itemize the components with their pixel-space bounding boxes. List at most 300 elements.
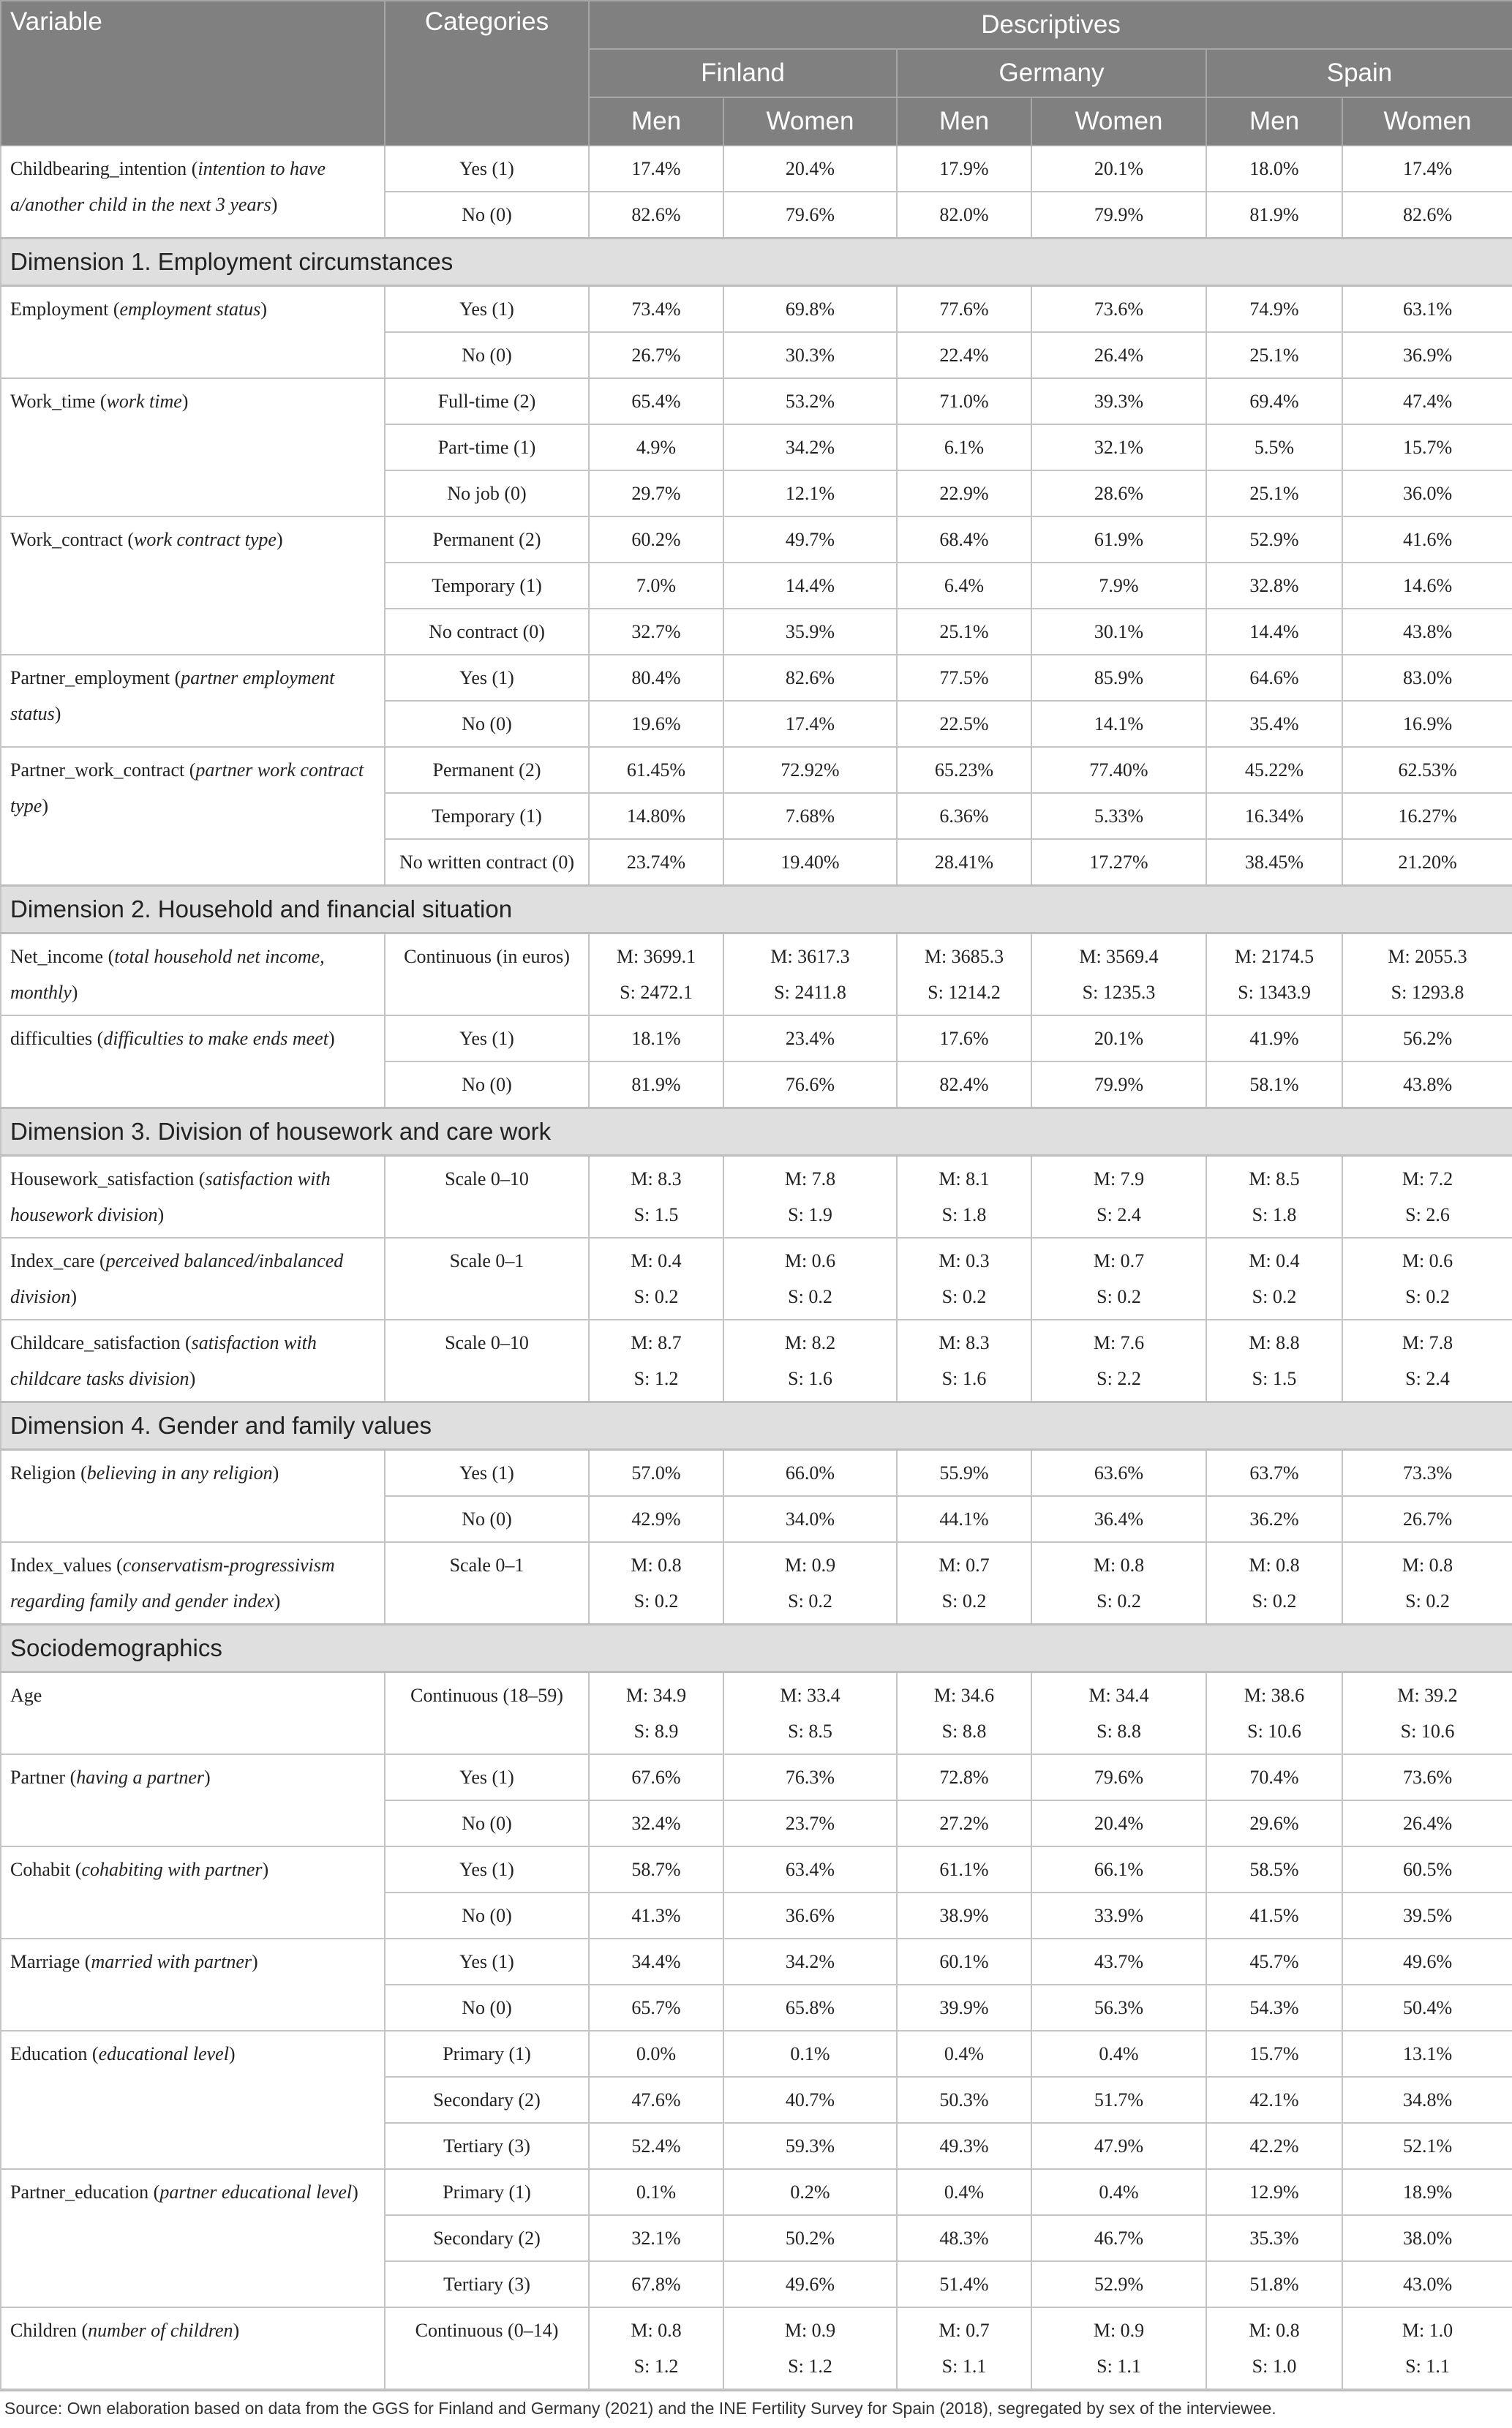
value-cell: M: 3617.3 S: 2411.8 <box>723 933 897 1016</box>
value-cell: 34.2% <box>723 424 897 470</box>
value-cell: 73.4% <box>589 286 723 333</box>
value-cell: 58.1% <box>1206 1061 1342 1108</box>
value-cell: 65.8% <box>723 1985 897 2031</box>
value-cell: 85.9% <box>1031 655 1206 701</box>
value-cell: 66.0% <box>723 1450 897 1497</box>
table-body <box>1 146 1512 2389</box>
variable-cell <box>1 1672 385 1755</box>
value-cell: M: 2055.3 S: 1293.8 <box>1342 933 1512 1016</box>
variable-cell: difficulties (difficulties to make ends meet) <box>1 1015 385 1108</box>
table-row <box>1 1672 1512 1755</box>
value-cell: 34.2% <box>723 1939 897 1985</box>
value-cell: M: 8.3 S: 1.6 <box>897 1320 1031 1402</box>
value-cell: 0.4% <box>897 2169 1031 2215</box>
category-cell: No (0) <box>385 1061 589 1108</box>
table-footnote: Source: Own elaboration based on data from the GGS for Finland and Germany (2021) and the INE Fertility Survey for Spain (2018), segregated by sex of the interviewee. <box>0 2390 1512 2426</box>
value-cell: M: 0.4 S: 0.2 <box>589 1238 723 1320</box>
header-country-germany: Germany <box>897 49 1206 97</box>
table-row <box>1 516 1512 563</box>
value-cell: 25.1% <box>1206 470 1342 516</box>
value-cell: 36.0% <box>1342 470 1512 516</box>
value-cell: 36.6% <box>723 1893 897 1939</box>
header-country-finland: Finland <box>589 49 897 97</box>
variable-description: satisfaction with housework division <box>10 1168 331 1225</box>
value-cell: 34.4% <box>589 1939 723 1985</box>
value-cell: M: 3699.1 S: 2472.1 <box>589 933 723 1016</box>
variable-name: Partner_employment <box>10 667 170 688</box>
category-cell: No written contract (0) <box>385 839 589 886</box>
value-cell: 49.7% <box>723 516 897 563</box>
value-cell: 65.7% <box>589 1985 723 2031</box>
value-cell: 67.8% <box>589 2261 723 2307</box>
value-cell: 12.1% <box>723 470 897 516</box>
value-cell: 45.22% <box>1206 747 1342 793</box>
value-cell: M: 1.0 S: 1.1 <box>1342 2307 1512 2389</box>
table-row <box>1 1939 1512 1985</box>
variable-description: conservatism-progressivism regarding family and gender index <box>10 1555 335 1612</box>
value-cell: 74.9% <box>1206 286 1342 333</box>
value-cell: 38.0% <box>1342 2215 1512 2261</box>
value-cell: 32.8% <box>1206 563 1342 609</box>
value-cell: 22.5% <box>897 701 1031 747</box>
table-row <box>1 1542 1512 1625</box>
variable-cell: Childcare_satisfaction (satisfaction with childcare tasks division) <box>1 1320 385 1402</box>
value-cell: 82.6% <box>1342 192 1512 238</box>
category-cell: Yes (1) <box>385 1939 589 1985</box>
value-cell: 25.1% <box>897 609 1031 655</box>
value-cell: 14.4% <box>723 563 897 609</box>
value-cell: 36.2% <box>1206 1496 1342 1542</box>
category-cell: Secondary (2) <box>385 2215 589 2261</box>
value-cell: 35.9% <box>723 609 897 655</box>
section-title: Sociodemographics <box>1 1625 1512 1672</box>
category-cell: Continuous (in euros) <box>385 933 589 1016</box>
value-cell: 66.1% <box>1031 1846 1206 1893</box>
value-cell: 14.1% <box>1031 701 1206 747</box>
variable-cell: Childbearing_intention (intention to have a/another child in the next 3 years) <box>1 146 385 238</box>
value-cell: 63.1% <box>1342 286 1512 333</box>
value-cell: 57.0% <box>589 1450 723 1497</box>
category-cell: Part-time (1) <box>385 424 589 470</box>
section-header-row <box>1 886 1512 933</box>
table-row <box>1 146 1512 192</box>
variable-cell: Partner_work_contract (partner work contract type) <box>1 747 385 886</box>
value-cell: 18.0% <box>1206 146 1342 192</box>
value-cell: 33.9% <box>1031 1893 1206 1939</box>
category-cell: No (0) <box>385 1893 589 1939</box>
value-cell: 69.4% <box>1206 378 1342 424</box>
value-cell: 73.3% <box>1342 1450 1512 1497</box>
value-cell: 17.6% <box>897 1015 1031 1061</box>
value-cell: 58.7% <box>589 1846 723 1893</box>
value-cell: 32.1% <box>589 2215 723 2261</box>
category-cell: No contract (0) <box>385 609 589 655</box>
value-cell: 0.1% <box>723 2031 897 2077</box>
value-cell: 42.1% <box>1206 2077 1342 2123</box>
value-cell: 77.6% <box>897 286 1031 333</box>
value-cell: 16.34% <box>1206 793 1342 839</box>
value-cell: 29.7% <box>589 470 723 516</box>
value-cell: 77.40% <box>1031 747 1206 793</box>
variable-name: Work_time <box>10 391 96 412</box>
value-cell: 82.6% <box>589 192 723 238</box>
value-cell: 13.1% <box>1342 2031 1512 2077</box>
value-cell: 30.1% <box>1031 609 1206 655</box>
variable-cell: Marriage (married with partner) <box>1 1939 385 2031</box>
value-cell: M: 0.8 S: 0.2 <box>1206 1542 1342 1625</box>
value-cell: 4.9% <box>589 424 723 470</box>
value-cell: 38.45% <box>1206 839 1342 886</box>
value-cell: M: 0.7 S: 0.2 <box>1031 1238 1206 1320</box>
header-sex: Women <box>1031 97 1206 146</box>
variable-description: employment status <box>119 298 261 320</box>
value-cell: M: 8.8 S: 1.5 <box>1206 1320 1342 1402</box>
variable-name: Education <box>10 2043 88 2064</box>
value-cell: 50.3% <box>897 2077 1031 2123</box>
value-cell: 0.0% <box>589 2031 723 2077</box>
category-cell: Yes (1) <box>385 1015 589 1061</box>
table-row <box>1 2307 1512 2389</box>
value-cell: 6.4% <box>897 563 1031 609</box>
category-cell: Temporary (1) <box>385 793 589 839</box>
value-cell: 20.4% <box>723 146 897 192</box>
header-categories: Categories <box>385 1 589 146</box>
category-cell: Yes (1) <box>385 286 589 333</box>
value-cell: 52.9% <box>1031 2261 1206 2307</box>
value-cell: M: 2174.5 S: 1343.9 <box>1206 933 1342 1016</box>
header-sex: Men <box>589 97 723 146</box>
value-cell: M: 38.6 S: 10.6 <box>1206 1672 1342 1755</box>
value-cell: 47.6% <box>589 2077 723 2123</box>
value-cell: 80.4% <box>589 655 723 701</box>
value-cell: 6.36% <box>897 793 1031 839</box>
value-cell: M: 7.8 S: 1.9 <box>723 1156 897 1239</box>
variable-cell: Partner_employment (partner employment status) <box>1 655 385 747</box>
value-cell: M: 0.8 S: 0.2 <box>1342 1542 1512 1625</box>
variable-description: work contract type <box>134 529 277 550</box>
value-cell: 42.2% <box>1206 2123 1342 2169</box>
value-cell: M: 7.9 S: 2.4 <box>1031 1156 1206 1239</box>
category-cell: Scale 0–10 <box>385 1320 589 1402</box>
value-cell: 79.6% <box>723 192 897 238</box>
table-row <box>1 1238 1512 1320</box>
section-title: Dimension 2. Household and financial situation <box>1 886 1512 933</box>
table-row <box>1 747 1512 793</box>
value-cell: 63.6% <box>1031 1450 1206 1497</box>
value-cell: 50.4% <box>1342 1985 1512 2031</box>
section-header-row <box>1 1108 1512 1156</box>
value-cell: 59.3% <box>723 2123 897 2169</box>
variable-name: Children <box>10 2320 77 2341</box>
value-cell: 14.4% <box>1206 609 1342 655</box>
table-row <box>1 1015 1512 1061</box>
value-cell: 22.9% <box>897 470 1031 516</box>
variable-cell: Work_contract (work contract type) <box>1 516 385 655</box>
value-cell: 32.7% <box>589 609 723 655</box>
variable-description: cohabiting with partner <box>81 1859 263 1880</box>
value-cell: 41.5% <box>1206 1893 1342 1939</box>
table-header <box>1 1 1512 146</box>
value-cell: M: 0.7 S: 1.1 <box>897 2307 1031 2389</box>
value-cell: 35.4% <box>1206 701 1342 747</box>
value-cell: 72.8% <box>897 1754 1031 1800</box>
value-cell: 19.40% <box>723 839 897 886</box>
variable-cell: Partner_education (partner educational level) <box>1 2169 385 2307</box>
value-cell: 39.9% <box>897 1985 1031 2031</box>
value-cell: M: 0.7 S: 0.2 <box>897 1542 1031 1625</box>
value-cell: 28.41% <box>897 839 1031 886</box>
category-cell: Primary (1) <box>385 2169 589 2215</box>
category-cell: No (0) <box>385 1800 589 1846</box>
value-cell: 25.1% <box>1206 332 1342 378</box>
value-cell: 0.4% <box>1031 2169 1206 2215</box>
value-cell: 49.6% <box>723 2261 897 2307</box>
category-cell: No (0) <box>385 192 589 238</box>
variable-description: total household net income, monthly <box>10 946 325 1003</box>
variable-name: Partner_work_contract <box>10 759 185 781</box>
variable-cell: Partner (having a partner) <box>1 1754 385 1846</box>
value-cell: M: 33.4 S: 8.5 <box>723 1672 897 1755</box>
variable-description: intention to have a/another child in the next 3 years <box>10 158 326 215</box>
value-cell: 17.4% <box>1342 146 1512 192</box>
header-sex: Men <box>1206 97 1342 146</box>
value-cell: 20.1% <box>1031 146 1206 192</box>
variable-name: Index_care <box>10 1250 95 1271</box>
value-cell: 62.53% <box>1342 747 1512 793</box>
value-cell: 69.8% <box>723 286 897 333</box>
variable-description: having a partner <box>76 1767 205 1788</box>
variable-name: Childbearing_intention <box>10 158 187 179</box>
variable-name: Childcare_satisfaction <box>10 1332 181 1353</box>
table-row <box>1 1320 1512 1402</box>
value-cell: M: 0.8 S: 1.2 <box>589 2307 723 2389</box>
value-cell: 0.4% <box>897 2031 1031 2077</box>
value-cell: 35.3% <box>1206 2215 1342 2261</box>
value-cell: 29.6% <box>1206 1800 1342 1846</box>
section-title: Dimension 1. Employment circumstances <box>1 238 1512 286</box>
variable-cell: Children (number of children) <box>1 2307 385 2389</box>
value-cell: 52.4% <box>589 2123 723 2169</box>
variable-name: Marriage <box>10 1951 80 1972</box>
value-cell: M: 34.6 S: 8.8 <box>897 1672 1031 1755</box>
value-cell: M: 3685.3 S: 1214.2 <box>897 933 1031 1016</box>
value-cell: 65.4% <box>589 378 723 424</box>
variable-description: married with partner <box>91 1951 252 1972</box>
category-cell: Tertiary (3) <box>385 2123 589 2169</box>
table-row <box>1 1156 1512 1239</box>
section-title: Dimension 3. Division of housework and care work <box>1 1108 1512 1156</box>
variable-name: difficulties <box>10 1028 93 1049</box>
value-cell: 73.6% <box>1031 286 1206 333</box>
value-cell: M: 0.6 S: 0.2 <box>723 1238 897 1320</box>
value-cell: 82.0% <box>897 192 1031 238</box>
value-cell: 7.9% <box>1031 563 1206 609</box>
variable-description: partner educational level <box>159 2181 353 2203</box>
value-cell: 63.7% <box>1206 1450 1342 1497</box>
section-title: Dimension 4. Gender and family values <box>1 1402 1512 1450</box>
value-cell: 39.5% <box>1342 1893 1512 1939</box>
value-cell: 52.1% <box>1342 2123 1512 2169</box>
category-cell: Permanent (2) <box>385 747 589 793</box>
header-variable: Variable <box>1 1 385 146</box>
table-row <box>1 1450 1512 1497</box>
variable-cell: Index_values (conservatism-progressivism regarding family and gender index) <box>1 1542 385 1625</box>
value-cell: 41.6% <box>1342 516 1512 563</box>
value-cell: 5.5% <box>1206 424 1342 470</box>
value-cell: 83.0% <box>1342 655 1512 701</box>
value-cell: 12.9% <box>1206 2169 1342 2215</box>
value-cell: 18.1% <box>589 1015 723 1061</box>
value-cell: 56.3% <box>1031 1985 1206 2031</box>
value-cell: 51.4% <box>897 2261 1031 2307</box>
value-cell: 68.4% <box>897 516 1031 563</box>
value-cell: 26.4% <box>1031 332 1206 378</box>
value-cell: 15.7% <box>1206 2031 1342 2077</box>
value-cell: M: 0.9 S: 0.2 <box>723 1542 897 1625</box>
value-cell: 47.9% <box>1031 2123 1206 2169</box>
value-cell: 70.4% <box>1206 1754 1342 1800</box>
value-cell: 17.4% <box>589 146 723 192</box>
variable-name: Age <box>10 1685 42 1706</box>
variable-description: partner work contract type <box>10 759 364 816</box>
value-cell: 51.8% <box>1206 2261 1342 2307</box>
value-cell: 56.2% <box>1342 1015 1512 1061</box>
category-cell: Continuous (0–14) <box>385 2307 589 2389</box>
value-cell: 19.6% <box>589 701 723 747</box>
value-cell: 76.6% <box>723 1061 897 1108</box>
table-row <box>1 933 1512 1016</box>
variable-description: work time <box>106 391 182 412</box>
value-cell: 27.2% <box>897 1800 1031 1846</box>
category-cell: Yes (1) <box>385 1754 589 1800</box>
value-cell: 6.1% <box>897 424 1031 470</box>
category-cell: Tertiary (3) <box>385 2261 589 2307</box>
value-cell: 61.9% <box>1031 516 1206 563</box>
header-sex: Women <box>723 97 897 146</box>
value-cell: M: 0.4 S: 0.2 <box>1206 1238 1342 1320</box>
variable-name: Employment <box>10 298 109 320</box>
value-cell: 22.4% <box>897 332 1031 378</box>
variable-description: educational level <box>98 2043 229 2064</box>
value-cell: 44.1% <box>897 1496 1031 1542</box>
value-cell: M: 8.1 S: 1.8 <box>897 1156 1031 1239</box>
value-cell: M: 0.6 S: 0.2 <box>1342 1238 1512 1320</box>
value-cell: 42.9% <box>589 1496 723 1542</box>
value-cell: 50.2% <box>723 2215 897 2261</box>
category-cell: Yes (1) <box>385 1450 589 1497</box>
value-cell: 41.3% <box>589 1893 723 1939</box>
value-cell: 76.3% <box>723 1754 897 1800</box>
category-cell: Primary (1) <box>385 2031 589 2077</box>
value-cell: 51.7% <box>1031 2077 1206 2123</box>
value-cell: 28.6% <box>1031 470 1206 516</box>
value-cell: M: 8.7 S: 1.2 <box>589 1320 723 1402</box>
value-cell: 40.7% <box>723 2077 897 2123</box>
header-sex: Men <box>897 97 1031 146</box>
value-cell: 21.20% <box>1342 839 1512 886</box>
variable-cell: Net_income (total household net income, monthly) <box>1 933 385 1016</box>
value-cell: 71.0% <box>897 378 1031 424</box>
variable-name: Religion <box>10 1462 76 1484</box>
value-cell: 32.1% <box>1031 424 1206 470</box>
variable-description: satisfaction with childcare tasks division <box>10 1332 317 1389</box>
value-cell: 43.0% <box>1342 2261 1512 2307</box>
value-cell: 63.4% <box>723 1846 897 1893</box>
variable-name: Cohabit <box>10 1859 71 1880</box>
section-header-row <box>1 1625 1512 1672</box>
value-cell: 34.0% <box>723 1496 897 1542</box>
value-cell: 20.1% <box>1031 1015 1206 1061</box>
value-cell: 43.8% <box>1342 1061 1512 1108</box>
value-cell: 0.2% <box>723 2169 897 2215</box>
category-cell: Permanent (2) <box>385 516 589 563</box>
value-cell: 23.74% <box>589 839 723 886</box>
category-cell: Yes (1) <box>385 655 589 701</box>
value-cell: 23.4% <box>723 1015 897 1061</box>
value-cell: 36.9% <box>1342 332 1512 378</box>
value-cell: 14.80% <box>589 793 723 839</box>
value-cell: 41.9% <box>1206 1015 1342 1061</box>
value-cell: M: 34.9 S: 8.9 <box>589 1672 723 1755</box>
value-cell: 82.6% <box>723 655 897 701</box>
value-cell: 79.6% <box>1031 1754 1206 1800</box>
value-cell: 64.6% <box>1206 655 1342 701</box>
table-row <box>1 2031 1512 2077</box>
value-cell: 7.0% <box>589 563 723 609</box>
category-cell: No (0) <box>385 332 589 378</box>
variable-cell: Employment (employment status) <box>1 286 385 379</box>
value-cell: 48.3% <box>897 2215 1031 2261</box>
category-cell: No job (0) <box>385 470 589 516</box>
header-sex: Women <box>1342 97 1512 146</box>
value-cell: 38.9% <box>897 1893 1031 1939</box>
table-row <box>1 286 1512 333</box>
value-cell: 82.4% <box>897 1061 1031 1108</box>
value-cell: M: 0.3 S: 0.2 <box>897 1238 1031 1320</box>
value-cell: 79.9% <box>1031 192 1206 238</box>
value-cell: 60.2% <box>589 516 723 563</box>
value-cell: M: 0.8 S: 0.2 <box>589 1542 723 1625</box>
category-cell: No (0) <box>385 1496 589 1542</box>
value-cell: 60.5% <box>1342 1846 1512 1893</box>
value-cell: 77.5% <box>897 655 1031 701</box>
value-cell: 23.7% <box>723 1800 897 1846</box>
value-cell: M: 0.8 S: 1.0 <box>1206 2307 1342 2389</box>
value-cell: 32.4% <box>589 1800 723 1846</box>
value-cell: 36.4% <box>1031 1496 1206 1542</box>
value-cell: 79.9% <box>1031 1061 1206 1108</box>
value-cell: M: 7.2 S: 2.6 <box>1342 1156 1512 1239</box>
value-cell: 55.9% <box>897 1450 1031 1497</box>
variable-description: difficulties to make ends meet <box>103 1028 328 1049</box>
value-cell: 67.6% <box>589 1754 723 1800</box>
value-cell: 65.23% <box>897 747 1031 793</box>
variable-name: Net_income <box>10 946 104 967</box>
variable-description: partner employment status <box>10 667 335 724</box>
table-row <box>1 1846 1512 1893</box>
value-cell: 73.6% <box>1342 1754 1512 1800</box>
value-cell: M: 0.9 S: 1.1 <box>1031 2307 1206 2389</box>
value-cell: M: 8.5 S: 1.8 <box>1206 1156 1342 1239</box>
variable-name: Index_values <box>10 1555 112 1576</box>
variable-cell: Index_care (perceived balanced/inbalanced division) <box>1 1238 385 1320</box>
value-cell: 81.9% <box>1206 192 1342 238</box>
category-cell: Scale 0–1 <box>385 1542 589 1625</box>
value-cell: 26.4% <box>1342 1800 1512 1846</box>
value-cell: M: 3569.4 S: 1235.3 <box>1031 933 1206 1016</box>
value-cell: 26.7% <box>1342 1496 1512 1542</box>
value-cell: 81.9% <box>589 1061 723 1108</box>
